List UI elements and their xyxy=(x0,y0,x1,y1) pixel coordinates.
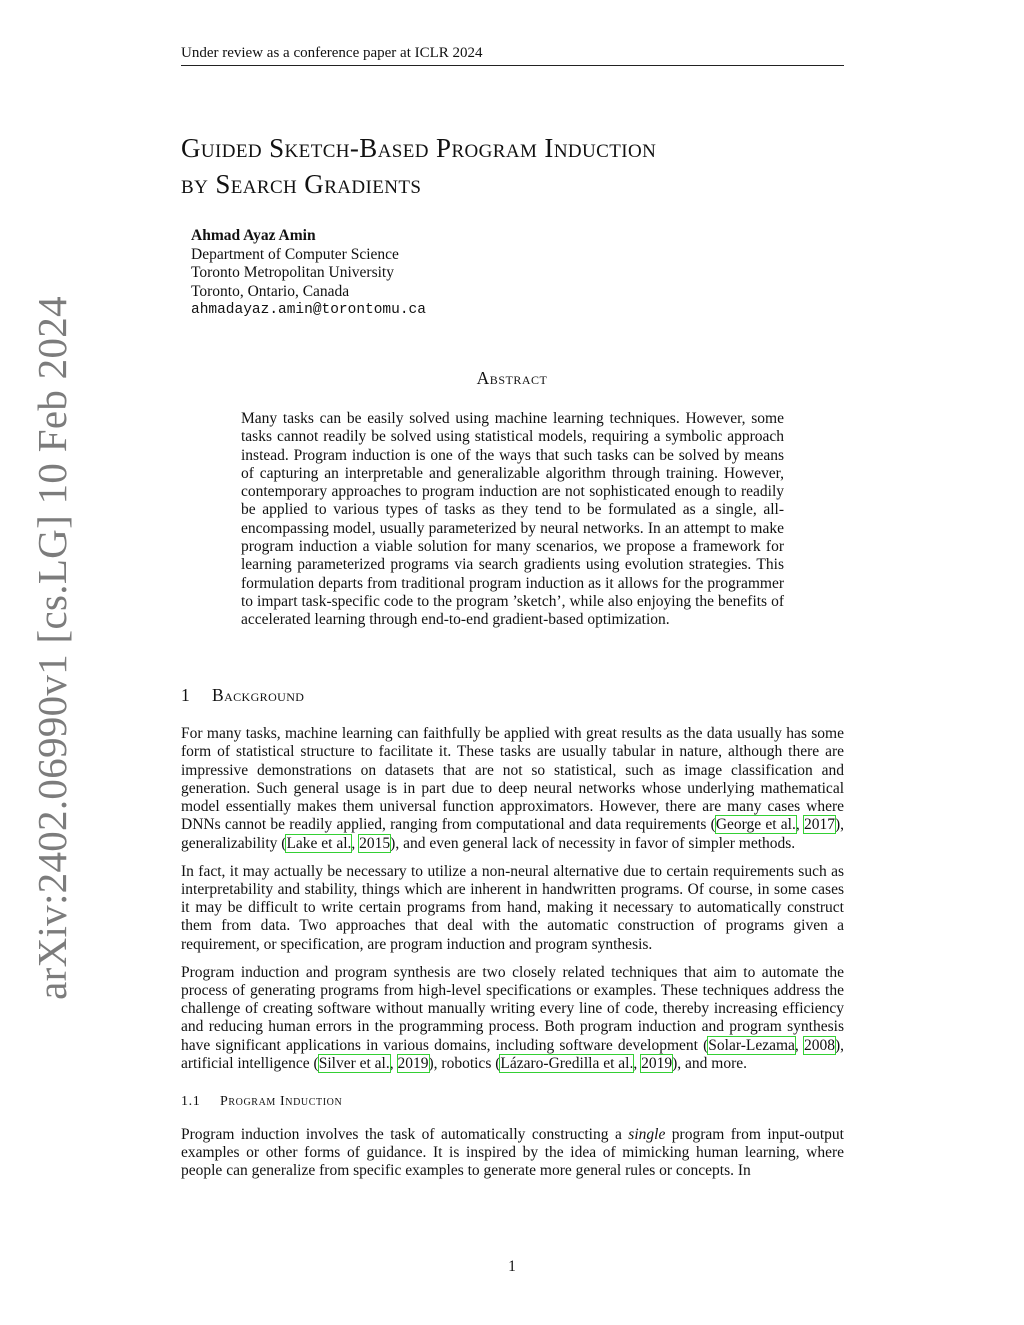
citation-link[interactable]: Solar-Lezama xyxy=(708,1036,795,1054)
running-header: Under review as a conference paper at ICLR 2024 xyxy=(181,44,844,66)
citation-link[interactable]: Silver et al. xyxy=(318,1055,390,1073)
paragraph-text: Program induction involves the task of automatically constructing a xyxy=(181,1125,629,1143)
subsection-title: Program Induction xyxy=(220,1094,343,1110)
paragraph-text: ), and more. xyxy=(672,1055,747,1073)
paragraph: Program induction and program synthesis are two closely related techniques that aim to automate the process of generating programs from high-level specifications or examples. These techniques address the challenge of creating software without manually writing every line of code, thereby increasing efficiency and reducing human errors in the programming process. Both program induction and program synthesis have significant applications in various domains, including software development (Solar-Lezama, 2008), artificial intelligence (Silver et al., 2019), robotics (Lázaro-Gredilla et al., 2019), and more. xyxy=(181,963,844,1073)
paper-title-line-2: by Search Gradients xyxy=(181,169,422,199)
citation-link[interactable]: Lake et al. xyxy=(286,834,352,852)
paragraph-text: ), and even general lack of necessity in favor of simpler methods. xyxy=(390,834,796,852)
paragraph: In fact, it may actually be necessary to utilize a non-neural alternative due to certain requirements such as interpretability and stability, things which are inherent in handwritten programs. Of course, in some cases it may be difficult to write certain programs from hand, making it necessary to automatically construct them from data. Two approaches that deal with the automatic construction of programs given a requirement, or specification, are program induction and program synthesis. xyxy=(181,862,844,953)
paragraph-text: ), generalizability ( xyxy=(181,816,844,852)
page-number: 1 xyxy=(508,1258,516,1275)
author-block xyxy=(191,227,426,320)
emphasis-text: single xyxy=(628,1125,666,1143)
author-department: Department of Computer Science xyxy=(191,245,399,263)
paper-title-line-1: Guided Sketch-Based Program Induction xyxy=(181,133,657,163)
section-title: Background xyxy=(212,685,305,705)
citation-year-link[interactable]: 2019 xyxy=(397,1055,429,1073)
citation-year-link[interactable]: 2015 xyxy=(359,834,391,852)
paragraph-text: ), robotics ( xyxy=(428,1055,501,1073)
paragraph-text: Program induction and program synthesis are two closely related techniques that aim to automate the process of generating programs from high-level specifications or examples. These techniques address the challenge of creating software without manually writing every line of code, thereby increasing efficiency and reducing human errors in the programming process. Both program induction and program synthesis have significant applications in various domains, including software development ( xyxy=(181,963,844,1054)
abstract-heading: Abstract xyxy=(476,368,548,388)
citation-link[interactable]: George et al. xyxy=(715,816,796,834)
section-heading-background xyxy=(181,685,304,706)
section-number: 1 xyxy=(181,685,191,705)
author-university: Toronto Metropolitan University xyxy=(191,264,394,281)
paragraph: For many tasks, machine learning can faithfully be applied with great results as the data usually has some form of statistical structure to facilitate it. These tasks are usually tabular in nature, although there are impressive demonstrations on datasets that are not so statistical, such as image classification and generation. Such general usage is in part due to deep neural networks whose underlying mathematical model essentially makes them universal function approximators. However, there are many cases where DNNs cannot be readily applied, ranging from computational and data requirements (George et al., 2017), generalizability (Lake et al., 2015), and even general lack of necessity in favor of simpler methods. xyxy=(181,725,844,852)
subsection-heading-program-induction xyxy=(181,1093,844,1111)
paragraph-text: ), artificial intelligence ( xyxy=(181,1036,844,1073)
author-email[interactable]: ahmadayaz.amin@torontomu.ca xyxy=(191,302,426,318)
citation-year-link[interactable]: 2017 xyxy=(803,816,835,834)
paragraph xyxy=(181,1126,844,1181)
paragraph-text: program from input-output examples or other forms of guidance. It is inspired by the idea of mimicking human learning, where people can generalize from specific examples to generate more general rules or concepts. In xyxy=(181,1125,844,1180)
citation-year-link[interactable]: 2008 xyxy=(803,1036,835,1054)
abstract-text: Many tasks can be easily solved using machine learning techniques. However, some tasks cannot readily be solved using statistical models, requiring a symbolic approach instead. Program induction is one of the ways that such tasks can be solved by means of capturing an interpretable and generalizable algorithm through training. However, contemporary approaches to program induction are not sophisticated enough to readily be applied to various types of tasks as they tend to be formulated as a single, all-encompassing model, usually parameterized by neural networks. In an attempt to make program induction a viable solution for many scenarios, we propose a framework for learning parameterized programs via search gradients using evolution strategies. This formulation departs from traditional program induction as it allows for the programmer to impart task-specific code to the program ’sketch’, while also enjoying the benefits of accelerated learning through end-to-end gradient-based optimization. xyxy=(241,410,784,629)
paper-title xyxy=(181,130,881,202)
citation-year-link[interactable]: 2019 xyxy=(641,1055,673,1073)
author-name: Ahmad Ayaz Amin xyxy=(191,227,316,244)
author-location: Toronto, Ontario, Canada xyxy=(191,282,350,300)
citation-link[interactable]: Lázaro-Gredilla et al. xyxy=(500,1055,634,1073)
subsection-number: 1.1 xyxy=(181,1094,201,1110)
body-text xyxy=(181,725,844,1190)
arxiv-identifier-stamp[interactable]: arXiv:2402.06990v1 [cs.LG] 10 Feb 2024 xyxy=(29,296,75,1000)
paragraph-text: For many tasks, machine learning can faithfully be applied with great results as the data usually has some form of statistical structure to facilitate it. These tasks are usually tabular in nature, although there are impressive demonstrations on datasets that are not so statistical, such as image classification and generation. Such general usage is in part due to deep neural networks whose underlying mathematical model essentially makes them universal function approximators. However, there are many cases where DNNs cannot be readily applied, ranging from computational and data requirements ( xyxy=(181,725,844,834)
